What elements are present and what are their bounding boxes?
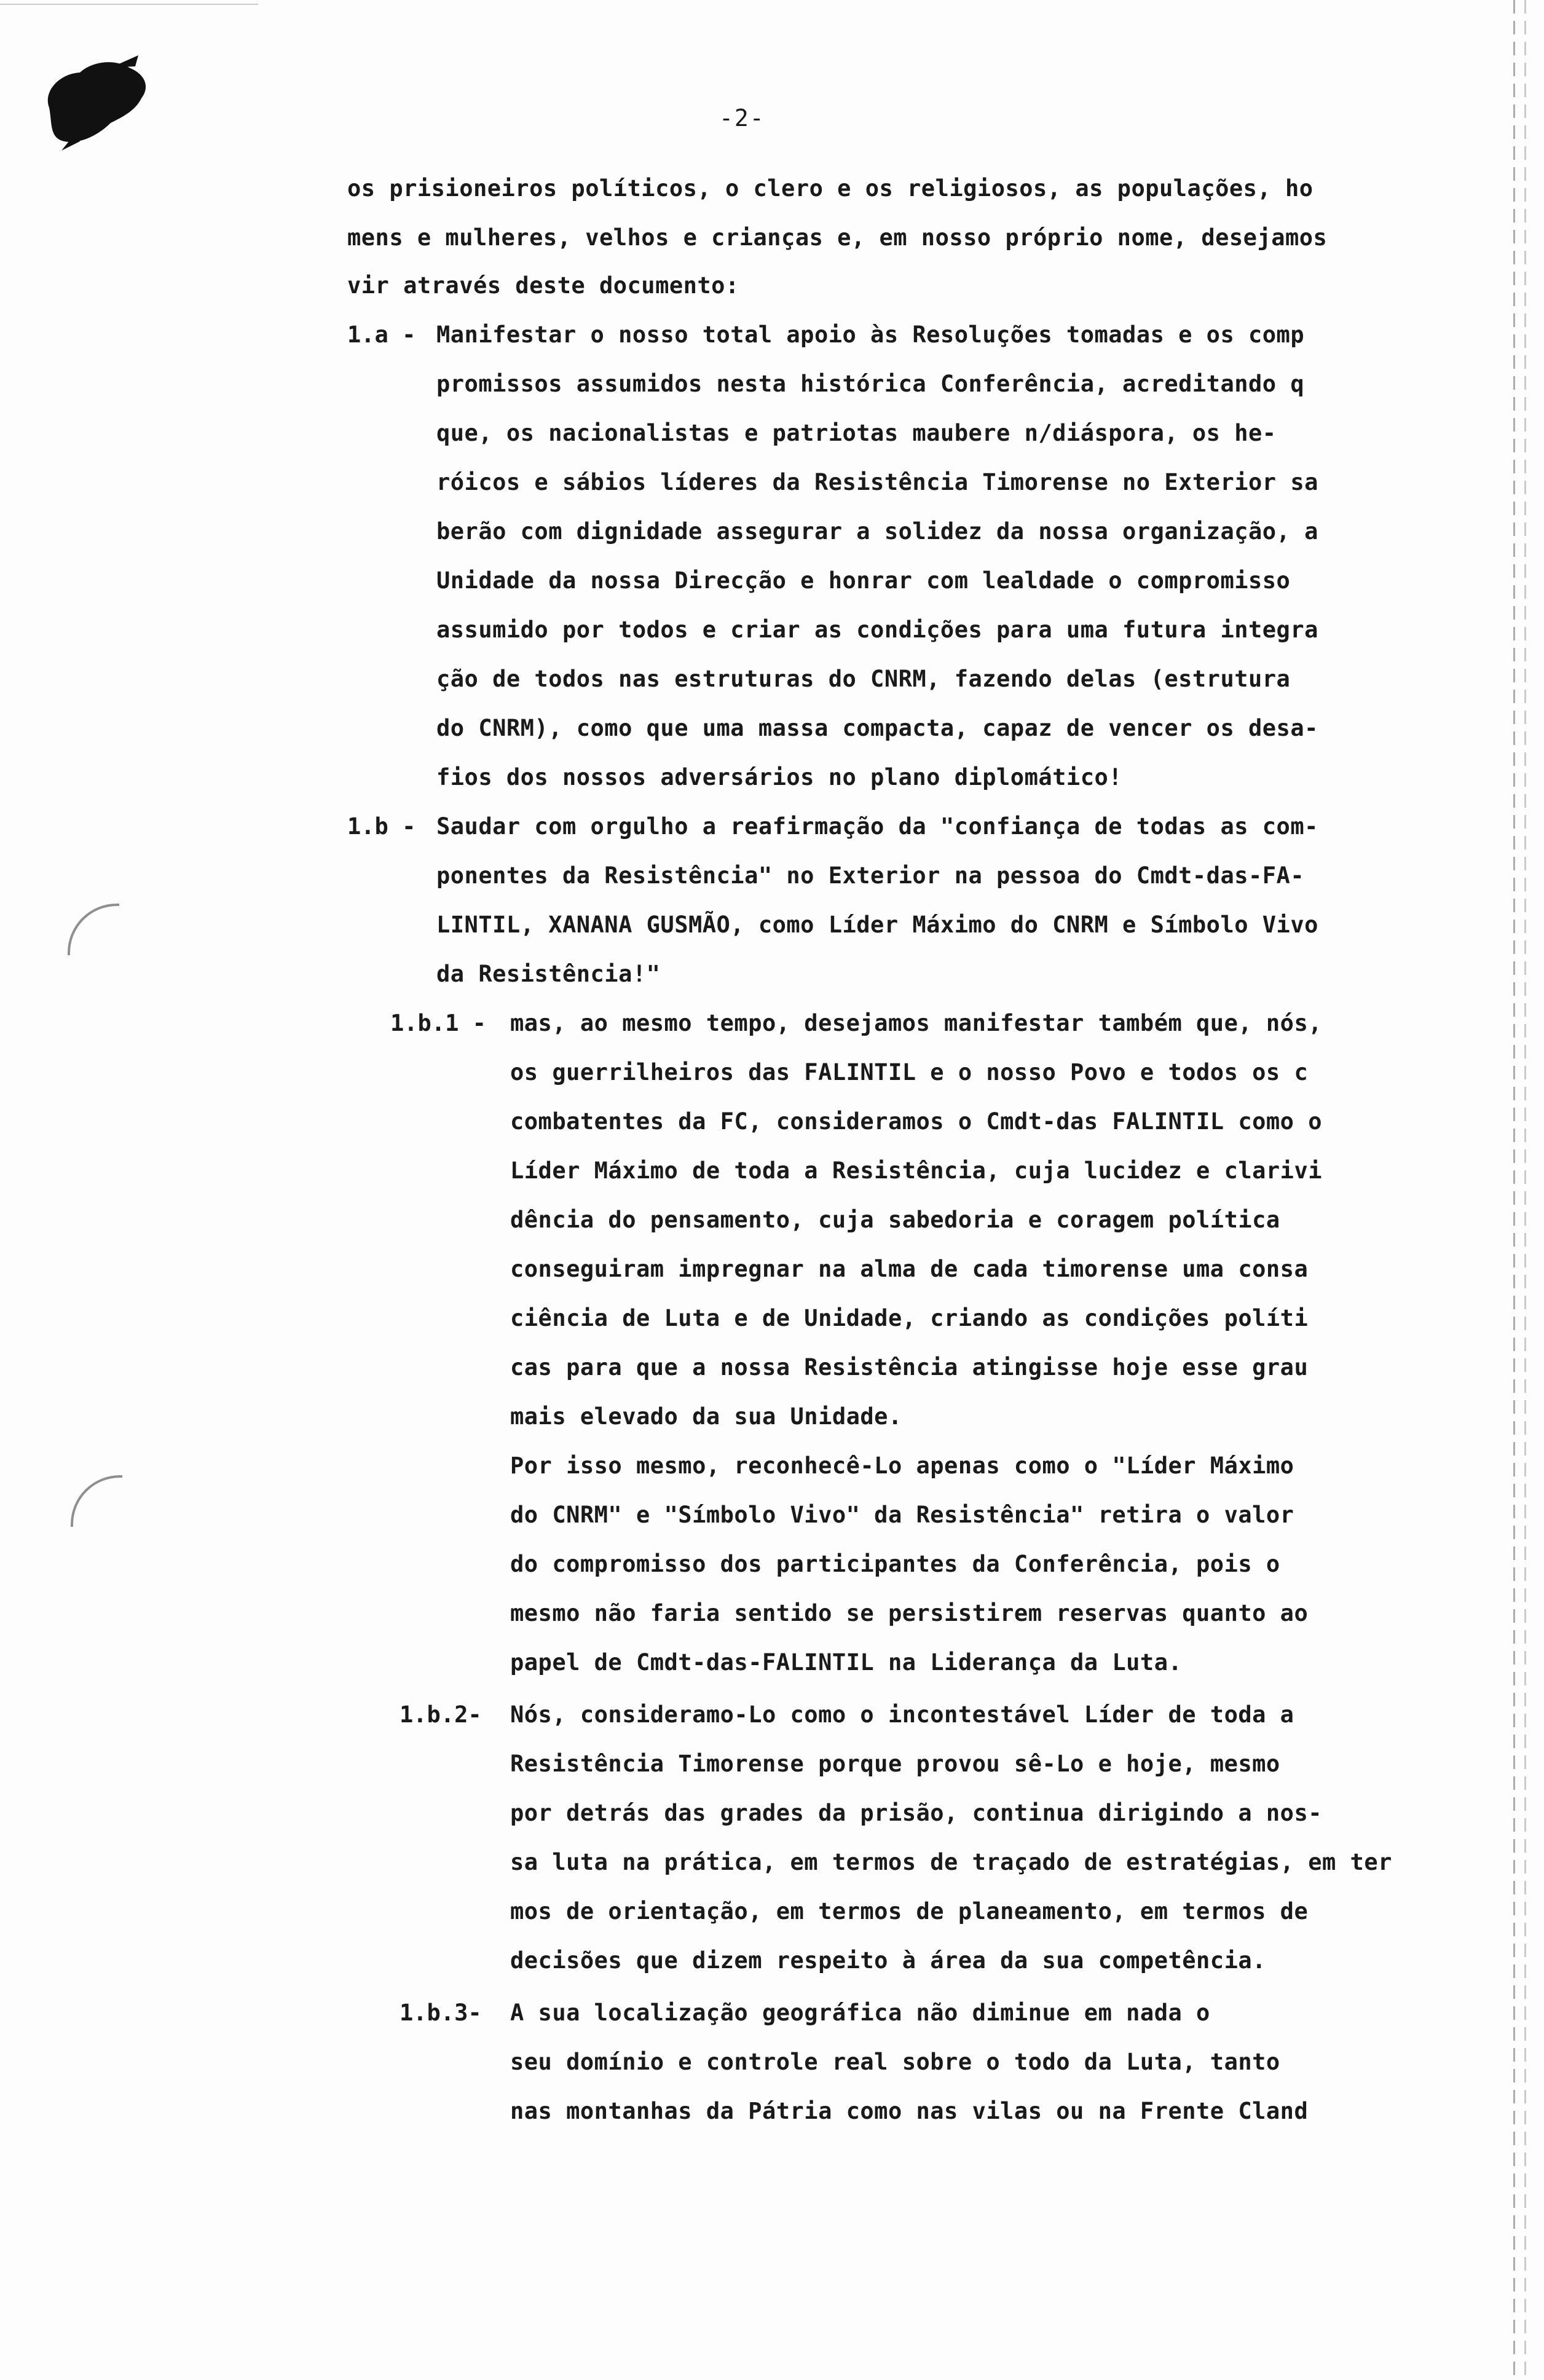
right-edge-scan-line-2 — [1524, 0, 1526, 2380]
item-line: ção de todos nas estruturas do CNRM, fazendo delas (estrutura — [436, 666, 1291, 692]
item-line: da Resistência!" — [436, 961, 661, 987]
margin-pencil-mark-2 — [71, 1475, 122, 1527]
right-edge-scan-line — [1513, 0, 1515, 2380]
item-line: mesmo não faria sentido se persistirem reservas quanto ao — [510, 1600, 1309, 1626]
item-marker: 1.b.3- — [400, 2000, 482, 2026]
item-line: Saudar com orgulho a reafirmação da "confiança de todas as com- — [436, 813, 1318, 840]
item-line: Líder Máximo de toda a Resistência, cuja lucidez e clarivi — [510, 1157, 1323, 1184]
item-line: ponentes da Resistência" no Exterior na pessoa do Cmdt-das-FA- — [436, 862, 1305, 889]
item-marker: 1.b.1 - — [390, 1010, 486, 1036]
item-line: decisões que dizem respeito à área da sua competência. — [510, 1947, 1266, 1974]
item-line: do compromisso dos participantes da Conferência, pois o — [510, 1551, 1280, 1577]
item-line: ciência de Luta e de Unidade, criando as condições políti — [510, 1305, 1309, 1331]
page-number: -2- — [719, 104, 765, 132]
item-line: Nós, consideramo-Lo como o incontestável Líder de toda a — [510, 1701, 1294, 1728]
item-line: conseguiram impregnar na alma de cada timorense uma consa — [510, 1256, 1309, 1282]
item-line: sa luta na prática, em termos de traçado de estratégias, em ter — [510, 1849, 1392, 1875]
item-line: mais elevado da sua Unidade. — [510, 1403, 902, 1430]
item-line: os guerrilheiros das FALINTIL e o nosso Povo e todos os c — [510, 1059, 1309, 1086]
item-marker: 1.b.2- — [400, 1701, 482, 1728]
item-line: nas montanhas da Pátria como nas vilas ou na Frente Cland — [510, 2098, 1309, 2124]
intro-line: vir através deste documento: — [347, 272, 739, 299]
item-line: LINTIL, XANANA GUSMÃO, como Líder Máximo do CNRM e Símbolo Vivo — [436, 912, 1318, 938]
item-line: seu domínio e controle real sobre o todo da Luta, tanto — [510, 2049, 1280, 2075]
item-line: combatentes da FC, consideramos o Cmdt-das FALINTIL como o — [510, 1108, 1323, 1135]
margin-pencil-mark-1 — [68, 904, 119, 955]
item-line: Manifestar o nosso total apoio às Resoluções tomadas e os comp — [436, 321, 1305, 348]
item-line: Resistência Timorense porque provou sê-Lo e hoje, mesmo — [510, 1751, 1280, 1777]
item-marker: 1.b - — [347, 813, 416, 840]
top-scan-line — [0, 4, 258, 5]
item-line: róicos e sábios líderes da Resistência Timorense no Exterior sa — [436, 469, 1318, 495]
item-line: Unidade da nossa Direcção e honrar com lealdade o compromisso — [436, 567, 1291, 594]
ink-blot-mark — [37, 49, 154, 154]
item-line: por detrás das grades da prisão, continua dirigindo a nos- — [510, 1800, 1323, 1826]
item-line: A sua localização geográfica não diminue em nada o — [510, 2000, 1210, 2026]
item-line: berão com dignidade assegurar a solidez da nossa organização, a — [436, 518, 1318, 545]
item-line: mas, ao mesmo tempo, desejamos manifestar também que, nós, — [510, 1010, 1323, 1036]
item-line: fios dos nossos adversários no plano diplomático! — [436, 764, 1123, 790]
item-line: assumido por todos e criar as condições para uma futura integra — [436, 617, 1318, 643]
item-line: do CNRM" e "Símbolo Vivo" da Resistência" retira o valor — [510, 1502, 1294, 1528]
intro-line: os prisioneiros políticos, o clero e os religiosos, as populações, ho — [347, 175, 1314, 202]
item-line: mos de orientação, em termos de planeamento, em termos de — [510, 1898, 1309, 1925]
item-line: promissos assumidos nesta histórica Conferência, acreditando q — [436, 371, 1305, 397]
item-line: dência do pensamento, cuja sabedoria e coragem política — [510, 1207, 1280, 1233]
item-line: que, os nacionalistas e patriotas maubere n/diáspora, os he- — [436, 420, 1277, 446]
item-line: cas para que a nossa Resistência atingisse hoje esse grau — [510, 1354, 1309, 1381]
item-line: Por isso mesmo, reconhecê-Lo apenas como o "Líder Máximo — [510, 1452, 1294, 1479]
intro-line: mens e mulheres, velhos e crianças e, em nosso próprio nome, desejamos — [347, 224, 1328, 251]
item-line: do CNRM), como que uma massa compacta, capaz de vencer os desa- — [436, 715, 1318, 741]
item-line: papel de Cmdt-das-FALINTIL na Liderança da Luta. — [510, 1649, 1183, 1676]
item-marker: 1.a - — [347, 321, 416, 348]
